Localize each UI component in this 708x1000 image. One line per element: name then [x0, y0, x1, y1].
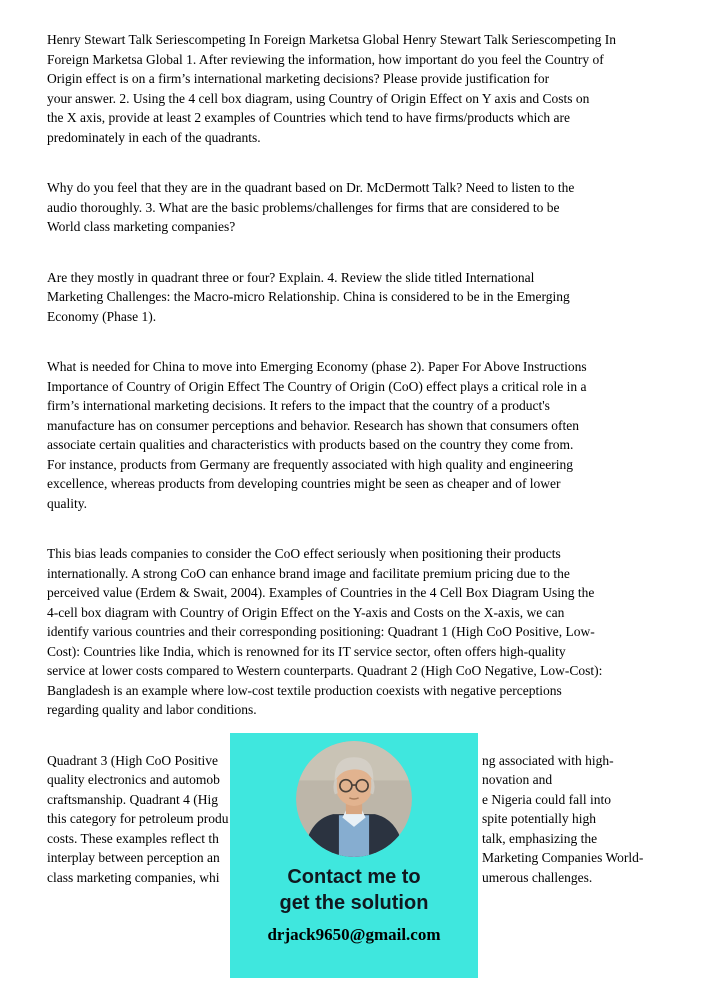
text-line: What is needed for China to move into Emerging Economy (phase 2). Paper For Above Instructions	[47, 359, 587, 374]
text-fragment-left: this category for petroleum produ	[47, 811, 229, 826]
text-fragment-right: spite potentially high	[482, 811, 596, 826]
text-line: Why do you feel that they are in the quadrant based on Dr. McDermott Talk? Need to listen to the	[47, 180, 575, 195]
text-fragment-right: e Nigeria could fall into	[482, 791, 611, 807]
text-line: World class marketing companies?	[47, 219, 236, 234]
text-line: Economy (Phase 1).	[47, 308, 157, 324]
contact-message-line1: Contact me to	[287, 866, 421, 888]
text-line: your answer. 2. Using the 4 cell box diagram, using Country of Origin Effect on Y axis and Costs on	[47, 90, 590, 106]
text-line: perceived value (Erdem & Swait, 2004). Examples of Countries in the 4 Cell Box Diagram Using the	[47, 585, 595, 600]
paragraph	[47, 544, 661, 720]
text-line: manufacture has on consumer perceptions and behavior. Research has shown that consumers often	[47, 417, 579, 433]
text-line: excellence, whereas products from developing countries might be seen as cheaper and of lower	[47, 476, 561, 491]
paragraph	[47, 268, 661, 327]
text-fragment-right: ng associated with high-	[482, 752, 614, 768]
paragraph	[47, 30, 661, 147]
paragraphs-container	[47, 30, 661, 720]
contact-message	[280, 864, 429, 916]
paragraph	[47, 357, 661, 513]
text-line: Cost): Countries like India, which is renowned for its IT service sector, often offers high-quality	[47, 643, 566, 659]
text-fragment-left: Quadrant 3 (High CoO Positive	[47, 752, 218, 768]
text-fragment-right: umerous challenges.	[482, 869, 593, 885]
text-fragment-left: costs. These examples reflect th	[47, 830, 219, 846]
text-line: Origin effect is on a firm’s international marketing decisions? Please provide justification for	[47, 71, 550, 86]
text-fragment-right: Marketing Companies World-	[482, 850, 644, 865]
text-line: Are they mostly in quadrant three or four? Explain. 4. Review the slide titled International	[47, 269, 535, 285]
text-fragment-left: interplay between perception an	[47, 850, 220, 865]
paragraph	[47, 178, 661, 237]
text-line: internationally. A strong CoO can enhance brand image and facilitate premium pricing due to the	[47, 565, 570, 581]
tutor-avatar	[296, 741, 412, 857]
text-line: service at lower costs compared to Western counterparts. Quadrant 2 (High CoO Negative, Low-Cost):	[47, 663, 603, 678]
text-line: firm’s international marketing decisions. It refers to the impact that the country of a product's	[47, 398, 550, 413]
text-line: Importance of Country of Origin Effect The Country of Origin (CoO) effect plays a critical role in a	[47, 378, 587, 394]
text-line: Marketing Challenges: the Macro-micro Relationship. China is considered to be in the Emerging	[47, 289, 570, 304]
text-line: quality.	[47, 495, 87, 511]
text-line: audio thoroughly. 3. What are the basic problems/challenges for firms that are considered to be	[47, 199, 560, 215]
text-line: For instance, products from Germany are frequently associated with high quality and engineering	[47, 456, 573, 472]
tutor-photo-illustration	[296, 741, 412, 857]
text-line: Bangladesh is an example where low-cost textile production coexists with negative perceptions	[47, 682, 562, 698]
text-line: the X axis, provide at least 2 examples of Countries which tend to have firms/products which are	[47, 110, 570, 125]
text-fragment-left: class marketing companies, whi	[47, 869, 220, 885]
text-fragment-right: talk, emphasizing the	[482, 830, 598, 846]
contact-email: drjack9650@gmail.com	[267, 925, 441, 944]
contact-overlay-card	[230, 733, 478, 978]
text-line: associate certain qualities and characteristics with products based on the country they come from.	[47, 437, 574, 452]
text-fragment-left: quality electronics and automob	[47, 772, 220, 787]
text-line: identify various countries and their corresponding positioning: Quadrant 1 (High CoO Positive, Low-	[47, 624, 595, 639]
text-line: Foreign Marketsa Global 1. After reviewing the information, how important do you feel the Country of	[47, 51, 604, 67]
text-line: predominately in each of the quadrants.	[47, 129, 261, 145]
text-line: 4-cell box diagram with Country of Origin Effect on the Y-axis and Costs on the X-axis, we can	[47, 604, 565, 620]
text-line: regarding quality and labor conditions.	[47, 702, 257, 717]
text-fragment-left: craftsmanship. Quadrant 4 (Hig	[47, 791, 218, 807]
contact-message-line2: get the solution	[279, 892, 429, 914]
text-line: This bias leads companies to consider the CoO effect seriously when positioning their products	[47, 546, 561, 561]
text-line: Henry Stewart Talk Seriescompeting In Foreign Marketsa Global Henry Stewart Talk Seriescompeting In	[47, 32, 616, 47]
text-fragment-right: novation and	[482, 772, 553, 787]
